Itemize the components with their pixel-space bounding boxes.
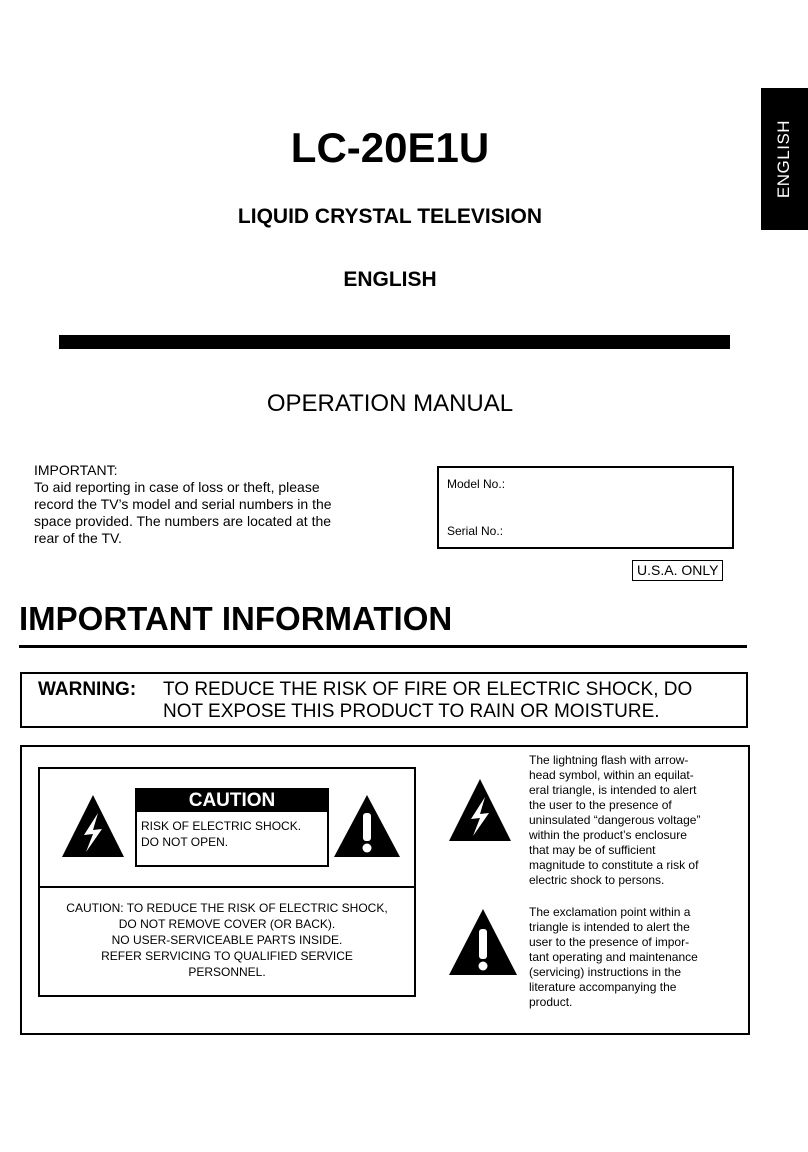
- serial-number-label: Serial No.:: [447, 524, 504, 538]
- serial-record-box: [437, 466, 734, 549]
- description-line: literature accompanying the: [529, 980, 677, 994]
- caution-text: [40, 900, 414, 980]
- caution-sign-line: DO NOT OPEN.: [141, 835, 229, 849]
- caution-text-line: REFER SERVICING TO QUALIFIED SERVICE: [101, 949, 353, 963]
- description-line: product.: [529, 995, 573, 1009]
- caution-sign: [135, 788, 329, 867]
- important-note-line: To aid reporting in case of loss or theft, please: [34, 479, 320, 495]
- description-line: eral triangle, is intended to alert: [529, 783, 697, 797]
- description-line: user to the presence of impor-: [529, 935, 690, 949]
- description-line: electric shock to persons.: [529, 873, 665, 887]
- description-line: head symbol, within an equilat-: [529, 768, 694, 782]
- model-number-label: Model No.:: [447, 477, 506, 491]
- language-tab-label: ENGLISH: [774, 119, 794, 199]
- description-line: tant operating and maintenance: [529, 950, 698, 964]
- warning-label: WARNING:: [38, 679, 137, 700]
- important-note-line: rear of the TV.: [34, 530, 122, 546]
- lightning-symbol-description: [529, 753, 739, 888]
- description-line: (servicing) instructions in the: [529, 965, 682, 979]
- caution-header: CAUTION: [137, 790, 327, 812]
- region-badge: U.S.A. ONLY: [632, 560, 723, 581]
- important-note: [34, 462, 394, 547]
- model-title: LC-20E1U: [290, 124, 490, 171]
- caution-text-line: DO NOT REMOVE COVER (OR BACK).: [118, 917, 336, 931]
- important-note-line: space provided. The numbers are located at the: [34, 513, 332, 529]
- description-line: that may be of sufficient: [529, 843, 656, 857]
- caution-sign-text: [141, 818, 301, 850]
- caution-text-line: PERSONNEL.: [188, 965, 266, 979]
- lightning-symbol-icon: [447, 777, 513, 843]
- important-note-line: record the TV’s model and serial numbers in the: [34, 496, 332, 512]
- exclamation-symbol-icon: [447, 907, 519, 977]
- description-line: The exclamation point within a: [529, 905, 691, 919]
- description-line: triangle is intended to alert the: [529, 920, 690, 934]
- exclamation-warning-icon: [332, 793, 402, 859]
- caution-panel: [20, 745, 750, 1035]
- warning-box: [20, 672, 748, 728]
- description-line: magnitude to constitute a risk of: [529, 858, 699, 872]
- warning-line: NOT EXPOSE THIS PRODUCT TO RAIN OR MOISTURE.: [163, 701, 660, 722]
- description-line: The lightning flash with arrow-: [529, 753, 689, 767]
- warning-line: TO REDUCE THE RISK OF FIRE OR ELECTRIC SHOCK, DO: [163, 679, 693, 700]
- description-line: within the product’s enclosure: [529, 828, 687, 842]
- caution-divider: [40, 886, 414, 888]
- warning-text: [163, 679, 743, 723]
- important-note-heading: IMPORTANT:: [34, 462, 118, 478]
- caution-text-line: CAUTION: TO REDUCE THE RISK OF ELECTRIC SHOCK,: [66, 901, 388, 915]
- exclamation-symbol-description: [529, 905, 739, 1010]
- caution-label: [38, 767, 416, 997]
- product-subtitle: LIQUID CRYSTAL TELEVISION: [237, 205, 543, 228]
- description-line: uninsulated “dangerous voltage”: [529, 813, 701, 827]
- language-title: ENGLISH: [343, 268, 437, 291]
- lightning-warning-icon: [60, 793, 126, 859]
- manual-title: OPERATION MANUAL: [266, 390, 514, 417]
- description-line: the user to the presence of: [529, 798, 672, 812]
- section-heading: IMPORTANT INFORMATION: [19, 600, 453, 637]
- caution-text-line: NO USER-SERVICEABLE PARTS INSIDE.: [111, 933, 343, 947]
- title-divider-bar: [59, 335, 730, 349]
- section-rule: [19, 645, 747, 648]
- caution-sign-line: RISK OF ELECTRIC SHOCK.: [141, 819, 302, 833]
